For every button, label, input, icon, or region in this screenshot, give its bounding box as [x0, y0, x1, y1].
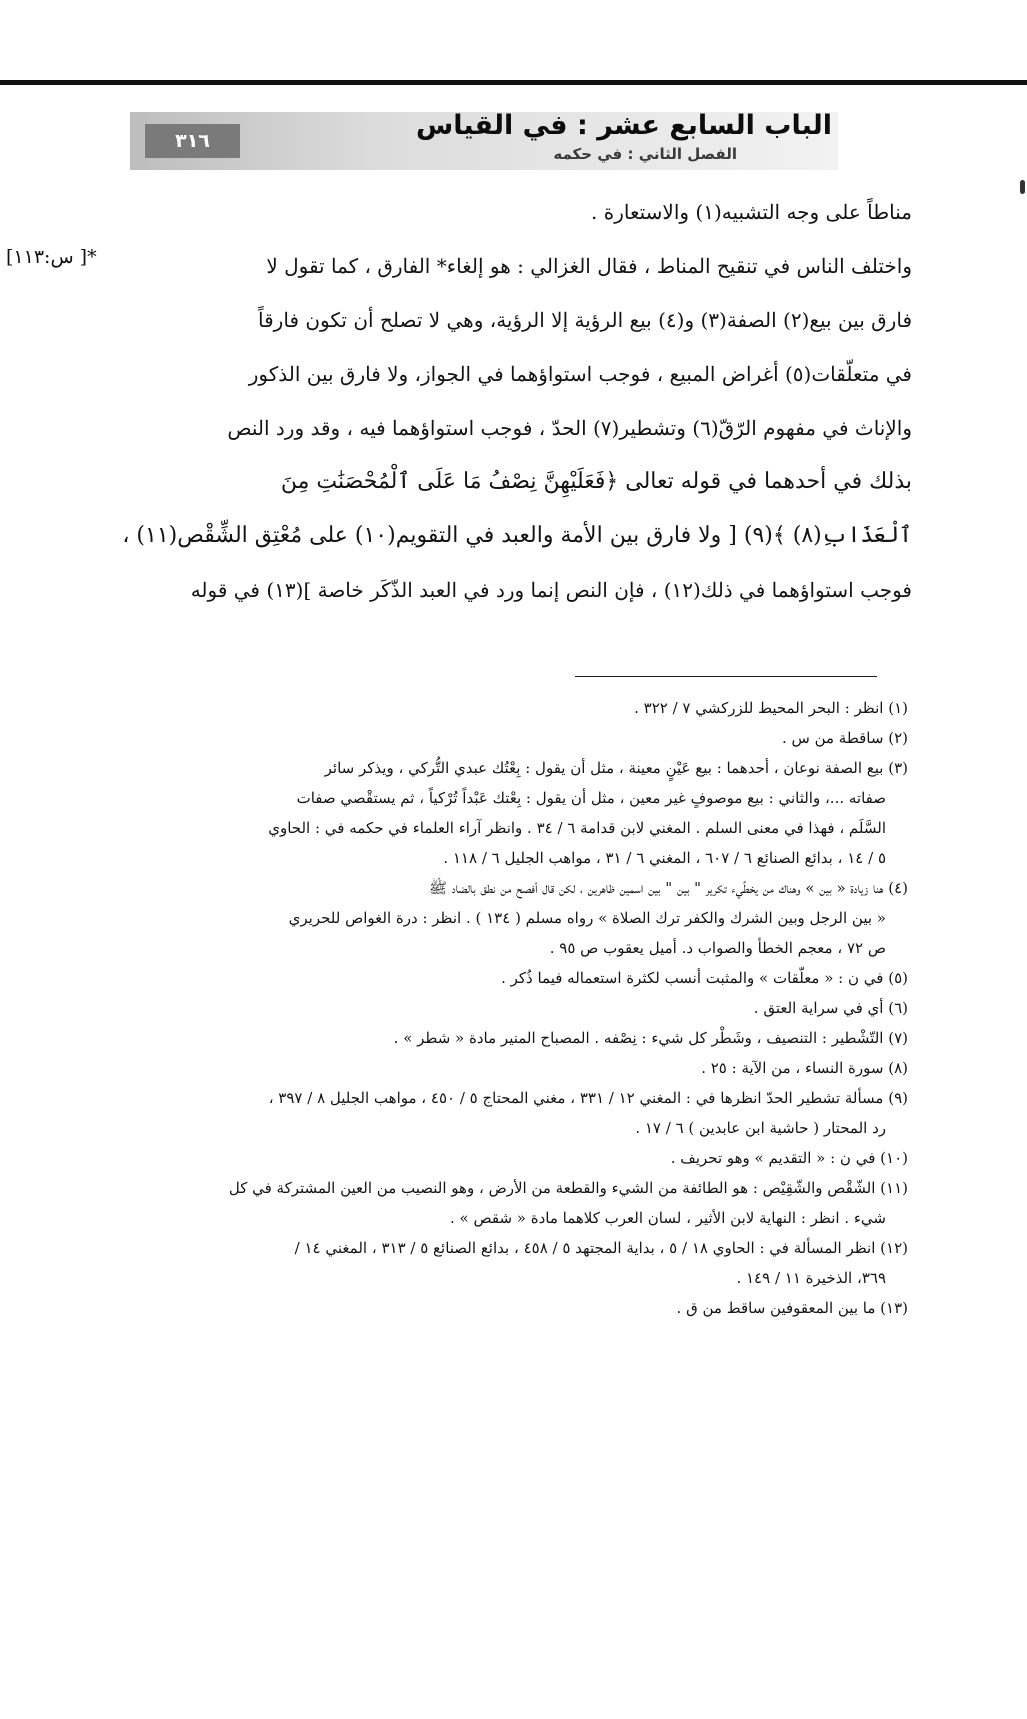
text-line: فوجب استواؤهما في ذلك(١٢) ، فإن النص إنما ورد في العبد الذّكَر خاصة ](١٣) في قوله — [190, 578, 912, 602]
footnote-12-cont: ٣٦٩، الذخيرة ١١ / ١٤٩ . — [736, 1269, 886, 1287]
footnote-3-cont: ٥ / ١٤ ، بدائع الصنائع ٦ / ٦٠٧ ، المغني ٦ / ٣١ ، مواهب الجليل ٦ / ١١٨ . — [443, 849, 886, 867]
footnote-9-cont: رد المحتار ( حاشية ابن عابدين ) ٦ / ١٧ . — [635, 1119, 886, 1137]
footnote-6: (٦) أي في سراية العتق . — [753, 999, 908, 1017]
text-line-quran-verse: ٱلْعَذَابِ(٨) ﴾(٩) [ ولا فارق بين الأمة والعبد في التقويم(١٠) على مُعْتِق الشِّقْص(١١) ، — [122, 523, 912, 548]
text-line: والإناث في مفهوم الرّقّ(٦) وتشطير(٧) الحدّ ، فوجب استواؤهما فيه ، وقد ورد النص — [227, 416, 912, 440]
footnotes — [108, 693, 908, 1323]
footnote-2: (٢) ساقطة من س . — [781, 729, 908, 747]
footnote-12: (١٢) انظر المسألة في : الحاوي ١٨ / ٥ ، بداية المجتهد ٥ / ٤٥٨ ، بدائع الصنائع ٥ / ٣١٣ ، المغني ١٤ / — [294, 1239, 908, 1257]
top-rule — [0, 80, 1027, 85]
text-line: واختلف الناس في تنقيح المناط ، فقال الغزالي : هو إلغاء* الفارق ، كما تقول لا — [266, 254, 912, 278]
text-line-quran-verse: بذلك في أحدهما في قوله تعالى ﴿فَعَلَيْهِنَّ نِصْفُ مَا عَلَى ٱلْمُحْصَنَٰتِ مِنَ — [280, 469, 912, 494]
footnote-8: (٨) سورة النساء ، من الآية : ٢٥ . — [701, 1059, 908, 1077]
footnote-10: (١٠) في ن : « التقديم » وهو تحريف . — [670, 1149, 908, 1167]
main-text — [122, 185, 912, 617]
page-number: ٣١٦ — [145, 124, 240, 158]
footnote-3-cont: صفاته ...، والثاني : بيع موصوفٍ غير معين ، مثل أن يقول : بِعْتك عَبْداً تُرْكياً ، ثم يستقْصي صفات — [296, 789, 886, 807]
footnote-13: (١٣) ما بين المعقوفين ساقط من ق . — [676, 1299, 908, 1317]
text-line: فارق بين بيع(٢) الصفة(٣) و(٤) بيع الرؤية إلا الرؤية، وهي لا تصلح أن تكون فارقاً — [258, 308, 912, 332]
footnote-7: (٧) التّشْطير : التنصيف ، وشَطْر كل شيء : نِصْفه . المصباح المنير مادة « شطر » . — [393, 1029, 908, 1047]
footnote-11: (١١) الشّقْص والشّقِيْص : هو الطائفة من الشيء والقطعة من الأرض ، وهو النصيب من العين المشتركة في كل — [228, 1179, 908, 1197]
margin-manuscript-reference: *[ س:١١٣] — [6, 246, 97, 268]
footnote-1: (١) انظر : البحر المحيط للزركشي ٧ / ٣٢٢ . — [634, 699, 908, 717]
section-title: الفصل الثاني : في حكمه — [553, 145, 737, 163]
text-line: مناطاً على وجه التشبيه(١) والاستعارة . — [591, 200, 912, 224]
footnote-5: (٥) في ن : « معلّقات » والمثبت أنسب لكثرة استعماله فيما ذُكر . — [501, 969, 908, 987]
footnote-11-cont: شيء . انظر : النهاية لابن الأثير ، لسان العرب كلاهما مادة « شقص » . — [450, 1209, 886, 1227]
chapter-title: الباب السابع عشر : في القياس — [415, 110, 832, 141]
footnote-4-cont: ص ٧٢ ، معجم الخطأ والصواب د. أميل يعقوب ص ٩٥ . — [549, 939, 886, 957]
footnote-separator — [575, 676, 877, 677]
footnote-3-cont: السَّلَم ، فهذا في معنى السلم . المغني لابن قدامة ٦ / ٣٤ . وانظر آراء العلماء في حكمه في : الحاوي — [268, 819, 886, 837]
footnote-4-cont: « بين الرجل وبين الشرك والكفر ترك الصلاة » رواه مسلم ( ١٣٤ ) . انظر : درة الغواص للحريري — [288, 909, 886, 927]
footnote-9: (٩) مسألة تشطير الحدّ انظرها في : المغني ١٢ / ٣٣١ ، مغني المحتاج ٥ / ٤٥٠ ، مواهب الجليل ٨ / ٣٩٧ ، — [268, 1089, 908, 1107]
footnote-4: (٤) هنا زيادة « بين » وهناك من يخطِّيء تكرير " بين " بين اسمين ظاهرين ، لكن قال أفصح من نطق بالضاد ﷺ — [428, 879, 908, 897]
edge-mark — [1020, 180, 1025, 194]
text-line: في متعلّقات(٥) أغراض المبيع ، فوجب استواؤهما في الجواز، ولا فارق بين الذكور — [248, 362, 912, 386]
footnote-3: (٣) بيع الصفة نوعان ، أحدهما : بيع عَيْنٍ معينة ، مثل أن يقول : بِعْتُك عبدي التُّركي ، ويذكر سائر — [324, 759, 908, 777]
